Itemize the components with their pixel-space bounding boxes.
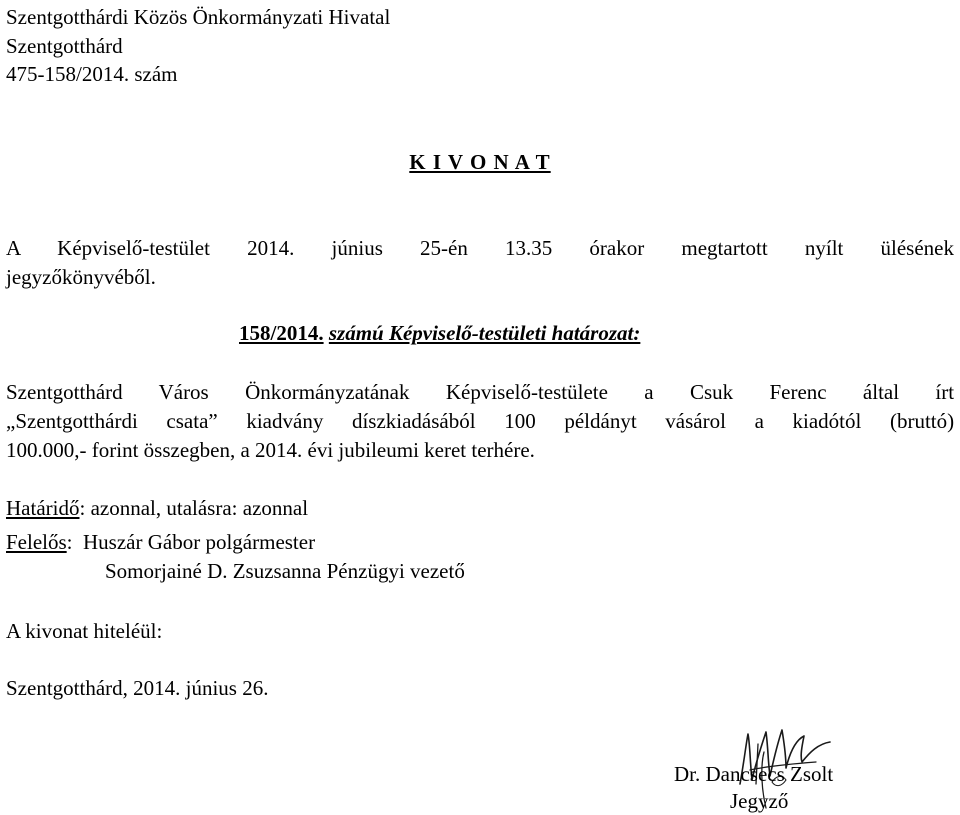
body-word: (bruttó): [889, 409, 955, 433]
responsible-line: [6, 530, 315, 554]
intro-word: 25-én: [420, 236, 468, 260]
signatory-role: Jegyző: [730, 789, 789, 813]
header-reference: 475-158/2014. szám: [6, 62, 178, 86]
body-word: Szentgotthárd: [6, 380, 123, 404]
responsible-value-1: : Huszár Gábor polgármester: [66, 530, 316, 554]
body-word: díszkiadásából: [351, 409, 476, 433]
header-city: Szentgotthárd: [6, 34, 123, 58]
body-word: vásárol: [665, 409, 726, 433]
body-word: csata”: [166, 409, 218, 433]
certification-text: A kivonat hiteléül:: [6, 619, 163, 643]
body-word: „Szentgotthárdi: [6, 409, 138, 433]
intro-word: június: [331, 236, 383, 260]
body-word: 100: [504, 409, 536, 433]
body-word: által: [862, 380, 900, 404]
deadline-line: [6, 496, 308, 520]
body-line-3: 100.000,- forint összegben, a 2014. évi jubileumi keret terhére.: [6, 438, 535, 462]
body-line-2: [6, 409, 954, 433]
intro-word: Képviselő-testület: [57, 236, 210, 260]
body-word: kiadvány: [246, 409, 324, 433]
body-word: Város: [158, 380, 209, 404]
resolution-heading: [239, 321, 640, 345]
body-word: kiadótól: [792, 409, 862, 433]
body-word: példányt: [564, 409, 637, 433]
place-date: Szentgotthárd, 2014. június 26.: [6, 676, 269, 700]
responsible-label: Felelős: [6, 530, 67, 554]
body-word: Önkormányzatának: [245, 380, 410, 404]
intro-word: A: [6, 236, 21, 260]
intro-word: 2014.: [247, 236, 295, 260]
body-word: Ferenc: [769, 380, 827, 404]
body-word: Képviselő-testülete: [445, 380, 608, 404]
responsible-value-2: Somorjainé D. Zsuzsanna Pénzügyi vezető: [105, 559, 465, 583]
document-title: K I V O N A T: [409, 150, 551, 174]
intro-word: ülésének: [880, 236, 955, 260]
body-word: írt: [935, 380, 955, 404]
intro-word: nyílt: [804, 236, 844, 260]
resolution-label: számú Képviselő-testületi határozat:: [328, 321, 641, 345]
intro-line-2: jegyzőkönyvéből.: [6, 265, 156, 289]
deadline-label: Határidő: [6, 496, 80, 520]
signature-block: [660, 722, 960, 815]
intro-word: órakor: [589, 236, 645, 260]
resolution-number: 158/2014.: [239, 321, 324, 345]
body-line-1: [6, 380, 954, 404]
body-word: Csuk: [689, 380, 734, 404]
signatory-name: Dr. Dancsecs Zsolt: [674, 762, 834, 786]
header-office: Szentgotthárdi Közös Önkormányzati Hivatal: [6, 5, 391, 29]
intro-line-1: [6, 236, 954, 260]
body-word: a: [754, 409, 764, 433]
intro-word: megtartott: [681, 236, 768, 260]
deadline-value: : azonnal, utalásra: azonnal: [79, 496, 309, 520]
body-word: a: [644, 380, 654, 404]
intro-word: 13.35: [505, 236, 553, 260]
